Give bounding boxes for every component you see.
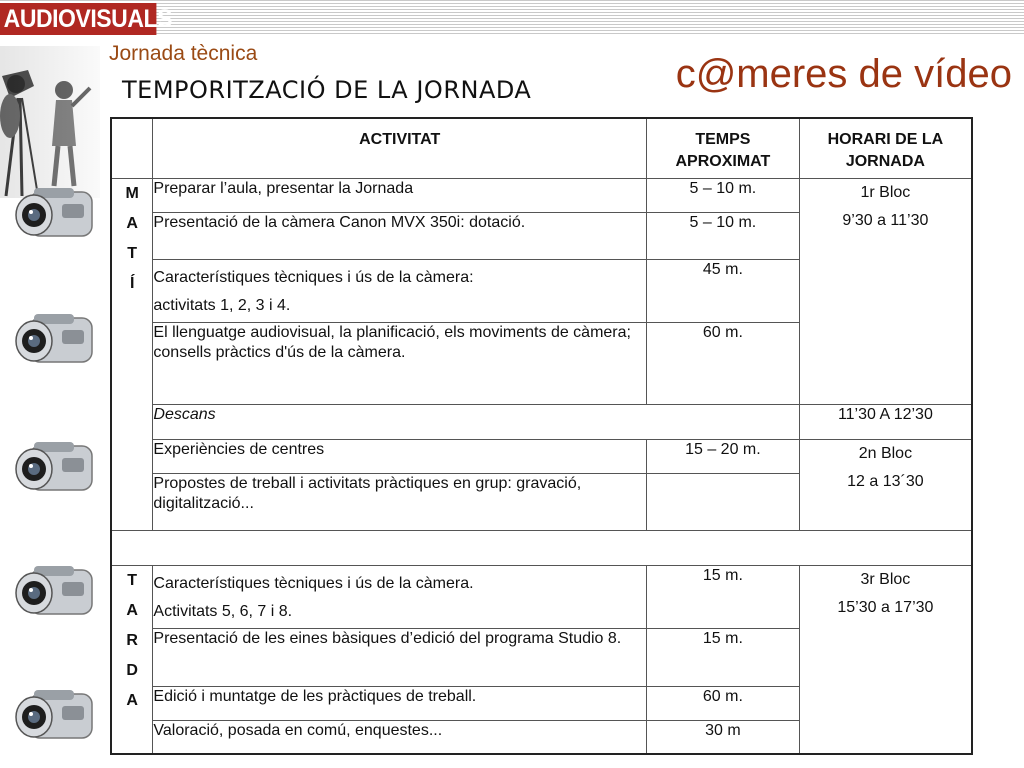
header-schedule: HORARI DE LA JORNADA [799, 118, 972, 178]
afternoon-label: T A R D A [111, 565, 153, 754]
time-cell: 60 m. [647, 686, 800, 720]
activity-cell: Edició i muntatge de les pràctiques de treball. [153, 686, 647, 720]
block-hours: 9’30 a 11’30 [842, 211, 929, 229]
time-cell [647, 473, 800, 530]
time-cell: 60 m. [647, 322, 800, 404]
activity-cell: Presentació de les eines bàsiques d’edició del programa Studio 8. [153, 628, 647, 686]
spacer-cell [111, 530, 972, 565]
table-row [111, 178, 972, 212]
camcorder-icon [12, 182, 98, 248]
header-empty-cell [111, 118, 153, 178]
activity-line: Activitats 5, 6, 7 i 8. [153, 602, 293, 620]
film-director-photo [0, 46, 100, 198]
camcorder-icon [12, 684, 98, 750]
block-hours: 15’30 a 17’30 [837, 598, 934, 616]
activity-line: activitats 1, 2, 3 i 4. [153, 296, 291, 314]
header-bar [0, 0, 1024, 36]
block-hours: 12 a 13´30 [847, 472, 924, 490]
sidebar-imagery [0, 36, 106, 768]
morning-label: M A T Í [111, 178, 153, 530]
audiovisuals-logo: AUDIOVISUALS [0, 3, 156, 35]
camcorder-icon [12, 436, 98, 502]
activity-cell: Presentació de la càmera Canon MVX 350i: dotació. [153, 212, 647, 259]
time-cell: 15 m. [647, 565, 800, 628]
block-name: 1r Bloc [860, 183, 911, 201]
break-row [111, 404, 972, 439]
time-cell: 5 – 10 m. [647, 178, 800, 212]
block-name: 2n Bloc [858, 444, 913, 462]
table-row [111, 439, 972, 473]
page-title: TEMPORITZACIÓ DE LA JORNADA [122, 76, 532, 104]
table-row [111, 565, 972, 628]
header-time: TEMPS APROXIMAT [647, 118, 800, 178]
time-cell: 15 – 20 m. [647, 439, 800, 473]
activity-cell: Experiències de centres [153, 439, 647, 473]
page-subtitle: Jornada tècnica [109, 42, 258, 65]
break-hours: 11’30 A 12’30 [799, 404, 972, 439]
activity-cell: Preparar l’aula, presentar la Jornada [153, 178, 647, 212]
time-cell: 30 m [647, 720, 800, 754]
time-cell: 15 m. [647, 628, 800, 686]
activity-cell: Propostes de treball i activitats pràctiques en grup: gravació, digitalització... [153, 473, 647, 530]
camcorder-icon [12, 308, 98, 374]
camcorder-icon [12, 560, 98, 626]
activity-cell: El llenguatge audiovisual, la planificació, els moviments de càmera; consells pràctics d'ús de la càmera. [153, 322, 647, 404]
time-cell: 5 – 10 m. [647, 212, 800, 259]
schedule-block-3 [799, 565, 972, 754]
schedule-block-2 [799, 439, 972, 530]
schedule-table [110, 117, 973, 755]
activity-line: Característiques tècniques i ús de la càmera. [153, 574, 474, 592]
break-label: Descans [153, 404, 799, 439]
activity-line: Característiques tècniques i ús de la càmera: [153, 268, 474, 286]
time-cell: 45 m. [647, 259, 800, 322]
block-name: 3r Bloc [860, 570, 911, 588]
activity-cell [153, 565, 647, 628]
table-header-row [111, 118, 972, 178]
spacer-row [111, 530, 972, 565]
schedule-block-1 [799, 178, 972, 404]
activity-cell: Valoració, posada en comú, enquestes... [153, 720, 647, 754]
brand-title: c@meres de vídeo [675, 52, 1012, 96]
activity-cell [153, 259, 647, 322]
header-activity: ACTIVITAT [153, 118, 647, 178]
